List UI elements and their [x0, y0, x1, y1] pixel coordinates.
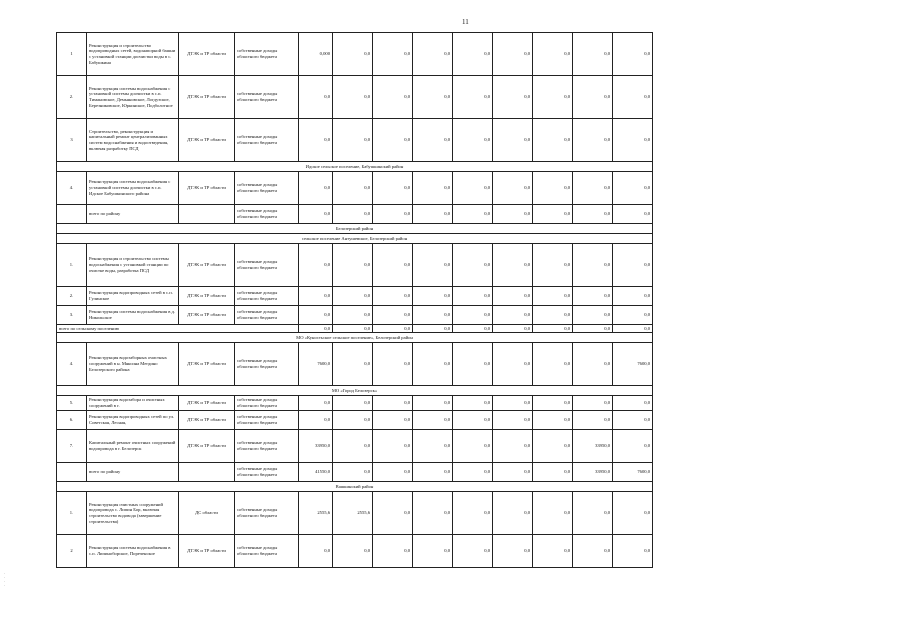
value-cell: 0,0: [533, 492, 573, 535]
row-number: 1.: [57, 492, 87, 535]
value-cell: 0,0: [613, 306, 653, 325]
project-name: Реконструкция водопроводных сетей в с.п. Гулинское: [87, 287, 179, 306]
value-cell: 0,0: [373, 306, 413, 325]
value-cell: 0,0: [573, 396, 613, 411]
responsible-org: ДТЭК и ТР области: [179, 287, 235, 306]
value-cell: 0,0: [373, 172, 413, 205]
value-cell: 0,0: [533, 325, 573, 333]
value-cell: 0,0: [373, 119, 413, 162]
value-cell: 0,0: [453, 287, 493, 306]
value-cell: 0,0: [299, 325, 333, 333]
value-cell: 0,0: [333, 76, 373, 119]
value-cell: 0,0: [299, 244, 333, 287]
funding-source: собственные доходы областного бюджета: [235, 119, 299, 162]
value-cell: 33950,0: [573, 463, 613, 482]
value-cell: 33950,0: [299, 430, 333, 463]
value-cell: 0,0: [613, 535, 653, 568]
value-cell: 0,0: [573, 76, 613, 119]
value-cell: 0,0: [453, 172, 493, 205]
value-cell: 0,0: [533, 396, 573, 411]
table-row: [57, 430, 653, 463]
value-cell: 0,0: [413, 306, 453, 325]
responsible-org: ДТЭК и ТР области: [179, 411, 235, 430]
value-cell: 0,0: [333, 205, 373, 224]
funding-source: собственные доходы областного бюджета: [235, 172, 299, 205]
value-cell: 0,0: [613, 205, 653, 224]
table-row: [57, 492, 653, 535]
value-cell: 0,0: [493, 287, 533, 306]
funding-source: собственные доходы областного бюджета: [235, 76, 299, 119]
value-cell: 0,0: [533, 205, 573, 224]
table-row: [57, 287, 653, 306]
table-row: [57, 205, 653, 224]
row-number: 2.: [57, 287, 87, 306]
responsible-org: ДТЭК и ТР области: [179, 33, 235, 76]
value-cell: 0,0: [333, 325, 373, 333]
value-cell: 0,0: [533, 306, 573, 325]
value-cell: 0,0: [373, 430, 413, 463]
value-cell: 0,0: [413, 430, 453, 463]
section-row: [57, 482, 653, 492]
value-cell: 41550,0: [299, 463, 333, 482]
row-number: [57, 463, 87, 482]
project-name: Реконструкция и строительство системы водоснабжения с установкой станции по очистке воды, разработка ПСД: [87, 244, 179, 287]
responsible-org: ДТЭК и ТР области: [179, 76, 235, 119]
project-name: Строительство, реконструкция и капитальный ремонт централизованных систем водоснабжения и водоотведения, включая разработку ПСД: [87, 119, 179, 162]
value-cell: 0,0: [333, 244, 373, 287]
responsible-org: ДТЭК и ТР области: [179, 244, 235, 287]
value-cell: 0,0: [493, 535, 533, 568]
value-cell: 0,0: [533, 343, 573, 386]
value-cell: 0,000: [299, 33, 333, 76]
value-cell: 0,0: [613, 492, 653, 535]
funding-source: собственные доходы областного бюджета: [235, 244, 299, 287]
value-cell: 0,0: [453, 463, 493, 482]
table-row: [57, 172, 653, 205]
value-cell: 0,0: [453, 119, 493, 162]
value-cell: 0,0: [453, 411, 493, 430]
funding-source: собственные доходы областного бюджета: [235, 430, 299, 463]
row-number: 1.: [57, 244, 87, 287]
value-cell: 0,0: [573, 287, 613, 306]
value-cell: 0,0: [493, 396, 533, 411]
value-cell: 2555,6: [333, 492, 373, 535]
value-cell: 0,0: [413, 287, 453, 306]
value-cell: 0,0: [413, 463, 453, 482]
value-cell: 0,0: [573, 205, 613, 224]
section-title: МО «Куностьское сельское поселение», Белозерский район: [57, 333, 653, 343]
value-cell: 0,0: [613, 172, 653, 205]
project-name: всего по району: [87, 463, 179, 482]
section-row: [57, 224, 653, 234]
value-cell: 0,0: [453, 430, 493, 463]
table-row: [57, 343, 653, 386]
funding-source: собственные доходы областного бюджета: [235, 343, 299, 386]
value-cell: 0,0: [299, 287, 333, 306]
section-title: Белозерский район: [57, 224, 653, 234]
table-row: [57, 306, 653, 325]
funding-source: собственные доходы областного бюджета: [235, 535, 299, 568]
value-cell: 0,0: [299, 205, 333, 224]
value-cell: 0,0: [533, 463, 573, 482]
value-cell: 0,0: [493, 172, 533, 205]
value-cell: 0,0: [493, 306, 533, 325]
section-row: [57, 234, 653, 244]
value-cell: 0,0: [453, 343, 493, 386]
value-cell: 0,0: [533, 119, 573, 162]
value-cell: 0,0: [333, 411, 373, 430]
value-cell: 2555,6: [299, 492, 333, 535]
value-cell: 0,0: [453, 535, 493, 568]
value-cell: 0,0: [299, 535, 333, 568]
margin-marks: · · · ·: [4, 571, 6, 588]
value-cell: 0,0: [533, 430, 573, 463]
value-cell: 0,0: [493, 33, 533, 76]
value-cell: 0,0: [413, 205, 453, 224]
value-cell: 0,0: [299, 411, 333, 430]
value-cell: 0,0: [413, 411, 453, 430]
value-cell: 7600,0: [613, 343, 653, 386]
value-cell: 0,0: [299, 119, 333, 162]
budget-table: [56, 32, 653, 568]
value-cell: 0,0: [573, 492, 613, 535]
value-cell: 0,0: [373, 396, 413, 411]
value-cell: 7600,0: [299, 343, 333, 386]
value-cell: 0,0: [573, 411, 613, 430]
table-row: [57, 463, 653, 482]
section-title: сельское поселение Антушевское, Белозерский район: [57, 234, 653, 244]
value-cell: 0,0: [453, 396, 493, 411]
project-name: Реконструкция водозабора и очистных сооружений в г.: [87, 396, 179, 411]
value-cell: 0,0: [413, 76, 453, 119]
value-cell: 0,0: [573, 535, 613, 568]
project-name: всего по району: [87, 205, 179, 224]
value-cell: 0,0: [333, 119, 373, 162]
funding-source: собственные доходы областного бюджета: [235, 205, 299, 224]
value-cell: 0,0: [533, 172, 573, 205]
value-cell: 0,0: [333, 535, 373, 568]
value-cell: 0,0: [613, 287, 653, 306]
row-number: 7.: [57, 430, 87, 463]
row-number: 2: [57, 535, 87, 568]
value-cell: 0,0: [453, 244, 493, 287]
value-cell: 0,0: [299, 172, 333, 205]
value-cell: 0,0: [299, 306, 333, 325]
funding-source: собственные доходы областного бюджета: [235, 411, 299, 430]
value-cell: 0,0: [533, 244, 573, 287]
value-cell: 0,0: [333, 287, 373, 306]
value-cell: 0,0: [453, 306, 493, 325]
total-row: [57, 325, 653, 333]
value-cell: 0,0: [613, 396, 653, 411]
value-cell: 0,0: [299, 76, 333, 119]
value-cell: 0,0: [613, 411, 653, 430]
row-number: 3: [57, 119, 87, 162]
value-cell: 0,0: [573, 343, 613, 386]
value-cell: 0,0: [333, 306, 373, 325]
page-number: 11: [462, 18, 469, 26]
funding-source: собственные доходы областного бюджета: [235, 463, 299, 482]
project-name: Капитальный ремонт очистных сооружений водопровода в г. Белозерск: [87, 430, 179, 463]
project-name: Реконструкция очистных сооружений водопровода с. Липин Бор, включая строительство водовода (завершение строительства): [87, 492, 179, 535]
value-cell: 0,0: [493, 205, 533, 224]
value-cell: 0,0: [413, 119, 453, 162]
value-cell: 0,0: [373, 76, 413, 119]
section-title: Идское сельское поселение, Бабушкинский район: [57, 162, 653, 172]
project-name: Реконструкция системы водоснабжения в с.п. Липиноборское, Пореченское: [87, 535, 179, 568]
responsible-org: ДТЭК и ТР области: [179, 430, 235, 463]
value-cell: 0,0: [453, 33, 493, 76]
value-cell: 0,0: [373, 287, 413, 306]
value-cell: 0,0: [533, 411, 573, 430]
table-row: [57, 119, 653, 162]
value-cell: 0,0: [333, 33, 373, 76]
project-name: Реконструкция водопроводных сетей по ул. Советская, Лесная,: [87, 411, 179, 430]
value-cell: 0,0: [493, 463, 533, 482]
value-cell: 0,0: [493, 430, 533, 463]
responsible-org: ДТЭК и ТР области: [179, 343, 235, 386]
row-number: 6.: [57, 411, 87, 430]
value-cell: 0,0: [413, 33, 453, 76]
row-number: 2.: [57, 76, 87, 119]
value-cell: 0,0: [573, 325, 613, 333]
value-cell: 0,0: [533, 33, 573, 76]
total-label: всего по сельскому поселению: [57, 325, 299, 333]
section-title: Вашкинский район: [57, 482, 653, 492]
responsible-org: [179, 205, 235, 224]
table-row: [57, 535, 653, 568]
section-row: [57, 162, 653, 172]
value-cell: 0,0: [373, 492, 413, 535]
value-cell: 0,0: [573, 244, 613, 287]
value-cell: 0,0: [493, 76, 533, 119]
funding-source: собственные доходы областного бюджета: [235, 306, 299, 325]
project-name: Реконструкция и строительство водопроводных сетей, водонапорной башни с установкой станции доочистки воды в с. Бабушкина: [87, 33, 179, 76]
value-cell: 0,0: [413, 492, 453, 535]
value-cell: 0,0: [333, 172, 373, 205]
funding-source: собственные доходы областного бюджета: [235, 492, 299, 535]
project-name: Реконструкция водозаборных очистных сооружений в н. Мяксина Мегдино Белозерского района: [87, 343, 179, 386]
funding-source: собственные доходы областного бюджета: [235, 396, 299, 411]
row-number: [57, 205, 87, 224]
value-cell: 0,0: [373, 343, 413, 386]
value-cell: 7600,0: [613, 463, 653, 482]
row-number: 3.: [57, 306, 87, 325]
value-cell: 0,0: [413, 535, 453, 568]
value-cell: 0,0: [573, 119, 613, 162]
row-number: 5.: [57, 396, 87, 411]
value-cell: 0,0: [373, 205, 413, 224]
value-cell: 0,0: [373, 325, 413, 333]
value-cell: 0,0: [493, 119, 533, 162]
responsible-org: ДТЭК и ТР области: [179, 535, 235, 568]
value-cell: 0,0: [299, 396, 333, 411]
responsible-org: ДТЭК и ТР области: [179, 119, 235, 162]
value-cell: 0,0: [613, 33, 653, 76]
value-cell: 0,0: [493, 325, 533, 333]
value-cell: 0,0: [613, 76, 653, 119]
funding-source: собственные доходы областного бюджета: [235, 287, 299, 306]
value-cell: 0,0: [373, 535, 413, 568]
value-cell: 0,0: [373, 463, 413, 482]
value-cell: 0,0: [613, 119, 653, 162]
row-number: 4.: [57, 172, 87, 205]
value-cell: 0,0: [453, 325, 493, 333]
value-cell: 0,0: [453, 76, 493, 119]
value-cell: 0,0: [453, 492, 493, 535]
value-cell: 0,0: [373, 411, 413, 430]
section-row: [57, 386, 653, 396]
value-cell: 0,0: [333, 343, 373, 386]
value-cell: 0,0: [413, 396, 453, 411]
table-row: [57, 244, 653, 287]
value-cell: 0,0: [373, 244, 413, 287]
value-cell: 0,0: [413, 343, 453, 386]
value-cell: 0,0: [573, 306, 613, 325]
value-cell: 0,0: [413, 172, 453, 205]
responsible-org: ДС области: [179, 492, 235, 535]
value-cell: 0,0: [493, 492, 533, 535]
table-row: [57, 33, 653, 76]
value-cell: 0,0: [453, 205, 493, 224]
value-cell: 0,0: [493, 244, 533, 287]
responsible-org: ДТЭК и ТР области: [179, 396, 235, 411]
responsible-org: ДТЭК и ТР области: [179, 306, 235, 325]
row-number: 1: [57, 33, 87, 76]
value-cell: 0,0: [413, 325, 453, 333]
project-name: Реконструкция системы водоснабжения с установкой системы доочистки в с.п. Тимановское, Демьяновское, Логдузское, Березниковское, Юркинское, Подболотное: [87, 76, 179, 119]
value-cell: 0,0: [333, 430, 373, 463]
responsible-org: [179, 463, 235, 482]
section-row: [57, 333, 653, 343]
table-row: [57, 76, 653, 119]
value-cell: 0,0: [573, 33, 613, 76]
value-cell: 0,0: [533, 287, 573, 306]
table-row: [57, 411, 653, 430]
value-cell: 0,0: [573, 172, 613, 205]
value-cell: 0,0: [613, 325, 653, 333]
value-cell: 0,0: [333, 396, 373, 411]
value-cell: 0,0: [493, 343, 533, 386]
value-cell: 0,0: [613, 430, 653, 463]
funding-source: собственные доходы областного бюджета: [235, 33, 299, 76]
responsible-org: ДТЭК и ТР области: [179, 172, 235, 205]
value-cell: 0,0: [533, 535, 573, 568]
value-cell: 0,0: [333, 463, 373, 482]
section-title: МО «Город Белозерск»: [57, 386, 653, 396]
value-cell: 0,0: [413, 244, 453, 287]
project-name: Реконструкция системы водоснабжения в д. Никольское: [87, 306, 179, 325]
value-cell: 0,0: [373, 33, 413, 76]
project-name: Реконструкция системы водоснабжения с установкой системы доочистки в с.п. Идское Бабушкинского района: [87, 172, 179, 205]
table-row: [57, 396, 653, 411]
value-cell: 0,0: [533, 76, 573, 119]
value-cell: 0,0: [493, 411, 533, 430]
row-number: 4.: [57, 343, 87, 386]
value-cell: 33950,0: [573, 430, 613, 463]
value-cell: 0,0: [613, 244, 653, 287]
